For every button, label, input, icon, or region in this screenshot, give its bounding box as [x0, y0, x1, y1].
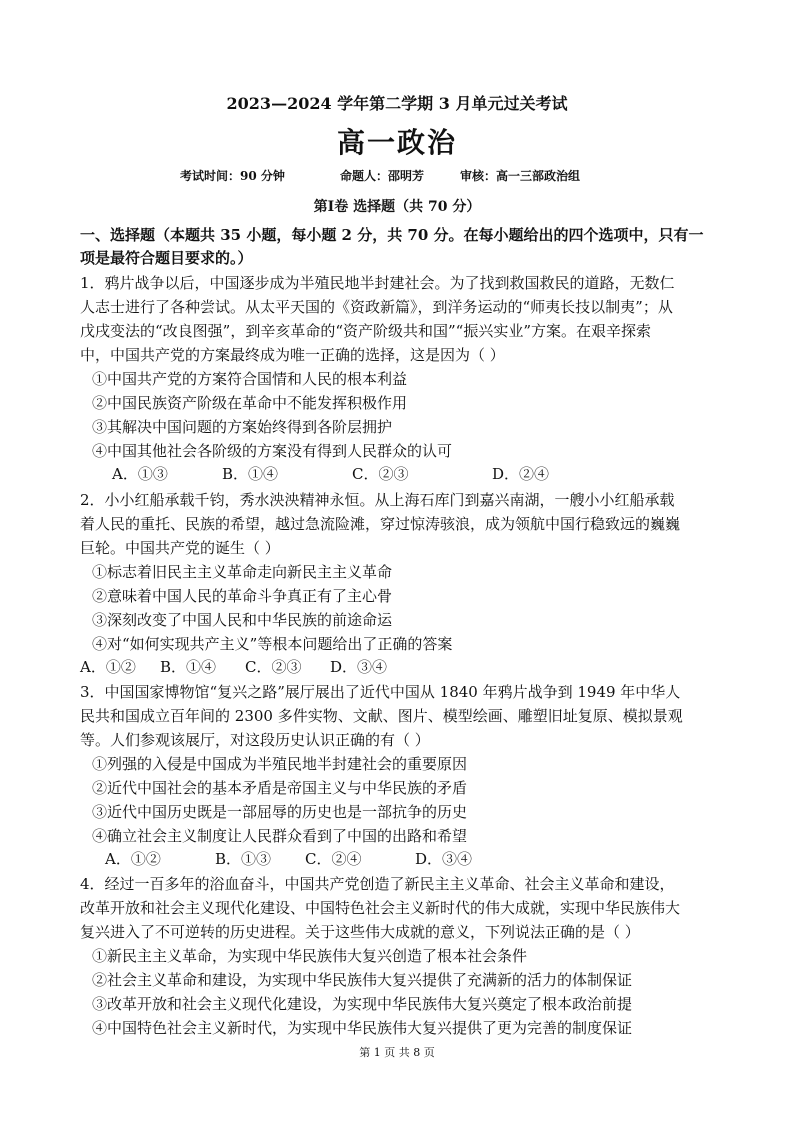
q2-option-a[interactable]: A．①②: [80, 658, 136, 676]
q3-option-a[interactable]: A．①②: [105, 850, 161, 868]
q2-item-2: ②意味着中国人民的革命斗争真正有了主心骨: [92, 587, 393, 605]
exam-time: 考试时间：90 分钟: [180, 169, 285, 183]
q1-option-d[interactable]: D．②④: [492, 465, 550, 483]
exam-author: 命题人：邵明芳: [340, 169, 425, 183]
q2-item-3: ③深刻改变了中国人民和中华民族的前途命运: [92, 611, 393, 629]
q2-option-d[interactable]: D．③④: [330, 658, 388, 676]
instructions-line-2: 项是最符合题目要求的。）: [80, 249, 253, 267]
q4-item-2: ②社会主义革命和建设，为实现中华民族伟大复兴提供了充满新的活力的体制保证: [92, 971, 633, 989]
q2-item-1: ①标志着旧民主主义革命走向新民主主义革命: [92, 563, 393, 581]
q2-stem-1: 2．小小红船承载千钧，秀水泱泱精神永恒。从上海石库门到嘉兴南湖，一艘小小红船承载: [80, 491, 675, 509]
q3-option-d[interactable]: D．③④: [415, 850, 473, 868]
q1-item-1: ①中国共产党的方案符合国情和人民的根本利益: [92, 370, 408, 388]
instructions-line-1: 一、选择题（本题共 35 小题，每小题 2 分，共 70 分。在每小题给出的四个选项中，只有一: [80, 226, 704, 244]
q3-item-1: ①列强的入侵是中国成为半殖民地半封建社会的重要原因: [92, 755, 468, 773]
q3-item-3: ③近代中国历史既是一部屈辱的历史也是一部抗争的历史: [92, 803, 468, 821]
q3-item-4: ④确立社会主义制度让人民群众看到了中国的出路和希望: [92, 827, 468, 845]
exam-reviewer: 审核：高一三部政治组: [460, 169, 581, 183]
q4-stem-2: 改革开放和社会主义现代化建设、中国特色社会主义新时代的伟大成就，实现中华民族伟大: [80, 899, 681, 917]
q1-stem-2: 人志士进行了各种尝试。从太平天国的《资政新篇》，到洋务运动的“师夷长技以制夷”；从: [80, 298, 673, 316]
q2-option-b[interactable]: B．①④: [160, 658, 217, 676]
q2-option-c[interactable]: C．②③: [245, 658, 302, 676]
q1-item-2: ②中国民族资产阶级在革命中不能发挥积极作用: [92, 394, 408, 412]
q3-stem-2: 民共和国成立百年间的 2300 多件实物、文献、图片、模型绘画、雕塑旧址复原、模拟景观: [80, 707, 683, 725]
q3-option-c[interactable]: C．②④: [305, 850, 362, 868]
section-title: 第Ⅰ卷 选择题（共 70 分）: [313, 199, 481, 215]
q4-item-4: ④中国特色社会主义新时代，为实现中华民族伟大复兴提供了更为完善的制度保证: [92, 1019, 633, 1037]
exam-title: 2023—2024 学年第二学期 3 月单元过关考试: [226, 94, 568, 113]
q2-stem-2: 着人民的重托、民族的希望，越过急流险滩，穿过惊涛骇浪，成为领航中国行稳致远的巍巍: [80, 515, 681, 533]
q4-item-1: ①新民主主义革命，为实现中华民族伟大复兴创造了根本社会条件: [92, 947, 528, 965]
q1-option-c[interactable]: C．②③: [352, 465, 409, 483]
q1-item-4: ④中国其他社会各阶级的方案没有得到人民群众的认可: [92, 442, 453, 460]
q4-stem-1: 4．经过一百多年的浴血奋斗，中国共产党创造了新民主主义革命、社会主义革命和建设，: [80, 875, 675, 893]
q3-item-2: ②近代中国社会的基本矛盾是帝国主义与中华民族的矛盾: [92, 779, 468, 797]
q4-item-3: ③改革开放和社会主义现代化建设，为实现中华民族伟大复兴奠定了根本政治前提: [92, 995, 633, 1013]
q1-item-3: ③其解决中国问题的方案始终得到各阶层拥护: [92, 418, 393, 436]
q1-stem-4: 中，中国共产党的方案最终成为唯一正确的选择，这是因为（ ）: [80, 346, 505, 364]
q1-option-b[interactable]: B．①④: [222, 465, 279, 483]
q2-item-4: ④对“如何实现共产主义”等根本问题给出了正确的答案: [92, 635, 453, 653]
q1-option-a[interactable]: A．①③: [112, 465, 168, 483]
page-footer: 第 1 页 共 8 页: [359, 1046, 435, 1059]
q3-option-b[interactable]: B．①③: [215, 850, 272, 868]
q4-stem-3: 复兴进入了不可逆转的历史进程。关于这些伟大成就的意义，下列说法正确的是（ ）: [80, 923, 640, 941]
q2-stem-3: 巨轮。中国共产党的诞生（ ）: [80, 539, 280, 557]
subject-title: 高一政治: [336, 126, 457, 159]
q3-stem-1: 3．中国国家博物馆“复兴之路”展厅展出了近代中国从 1840 年鸦片战争到 1949 年中华人: [80, 683, 681, 701]
q1-stem-1: 1．鸦片战争以后，中国逐步成为半殖民地半封建社会。为了找到救国救民的道路，无数仁: [80, 274, 675, 292]
q1-stem-3: 戊戌变法的“改良图强”，到辛亥革命的“资产阶级共和国”“振兴实业”方案。在艰辛探索: [80, 322, 652, 340]
q3-stem-3: 等。人们参观该展厅，对这段历史认识正确的有（ ）: [80, 731, 430, 749]
